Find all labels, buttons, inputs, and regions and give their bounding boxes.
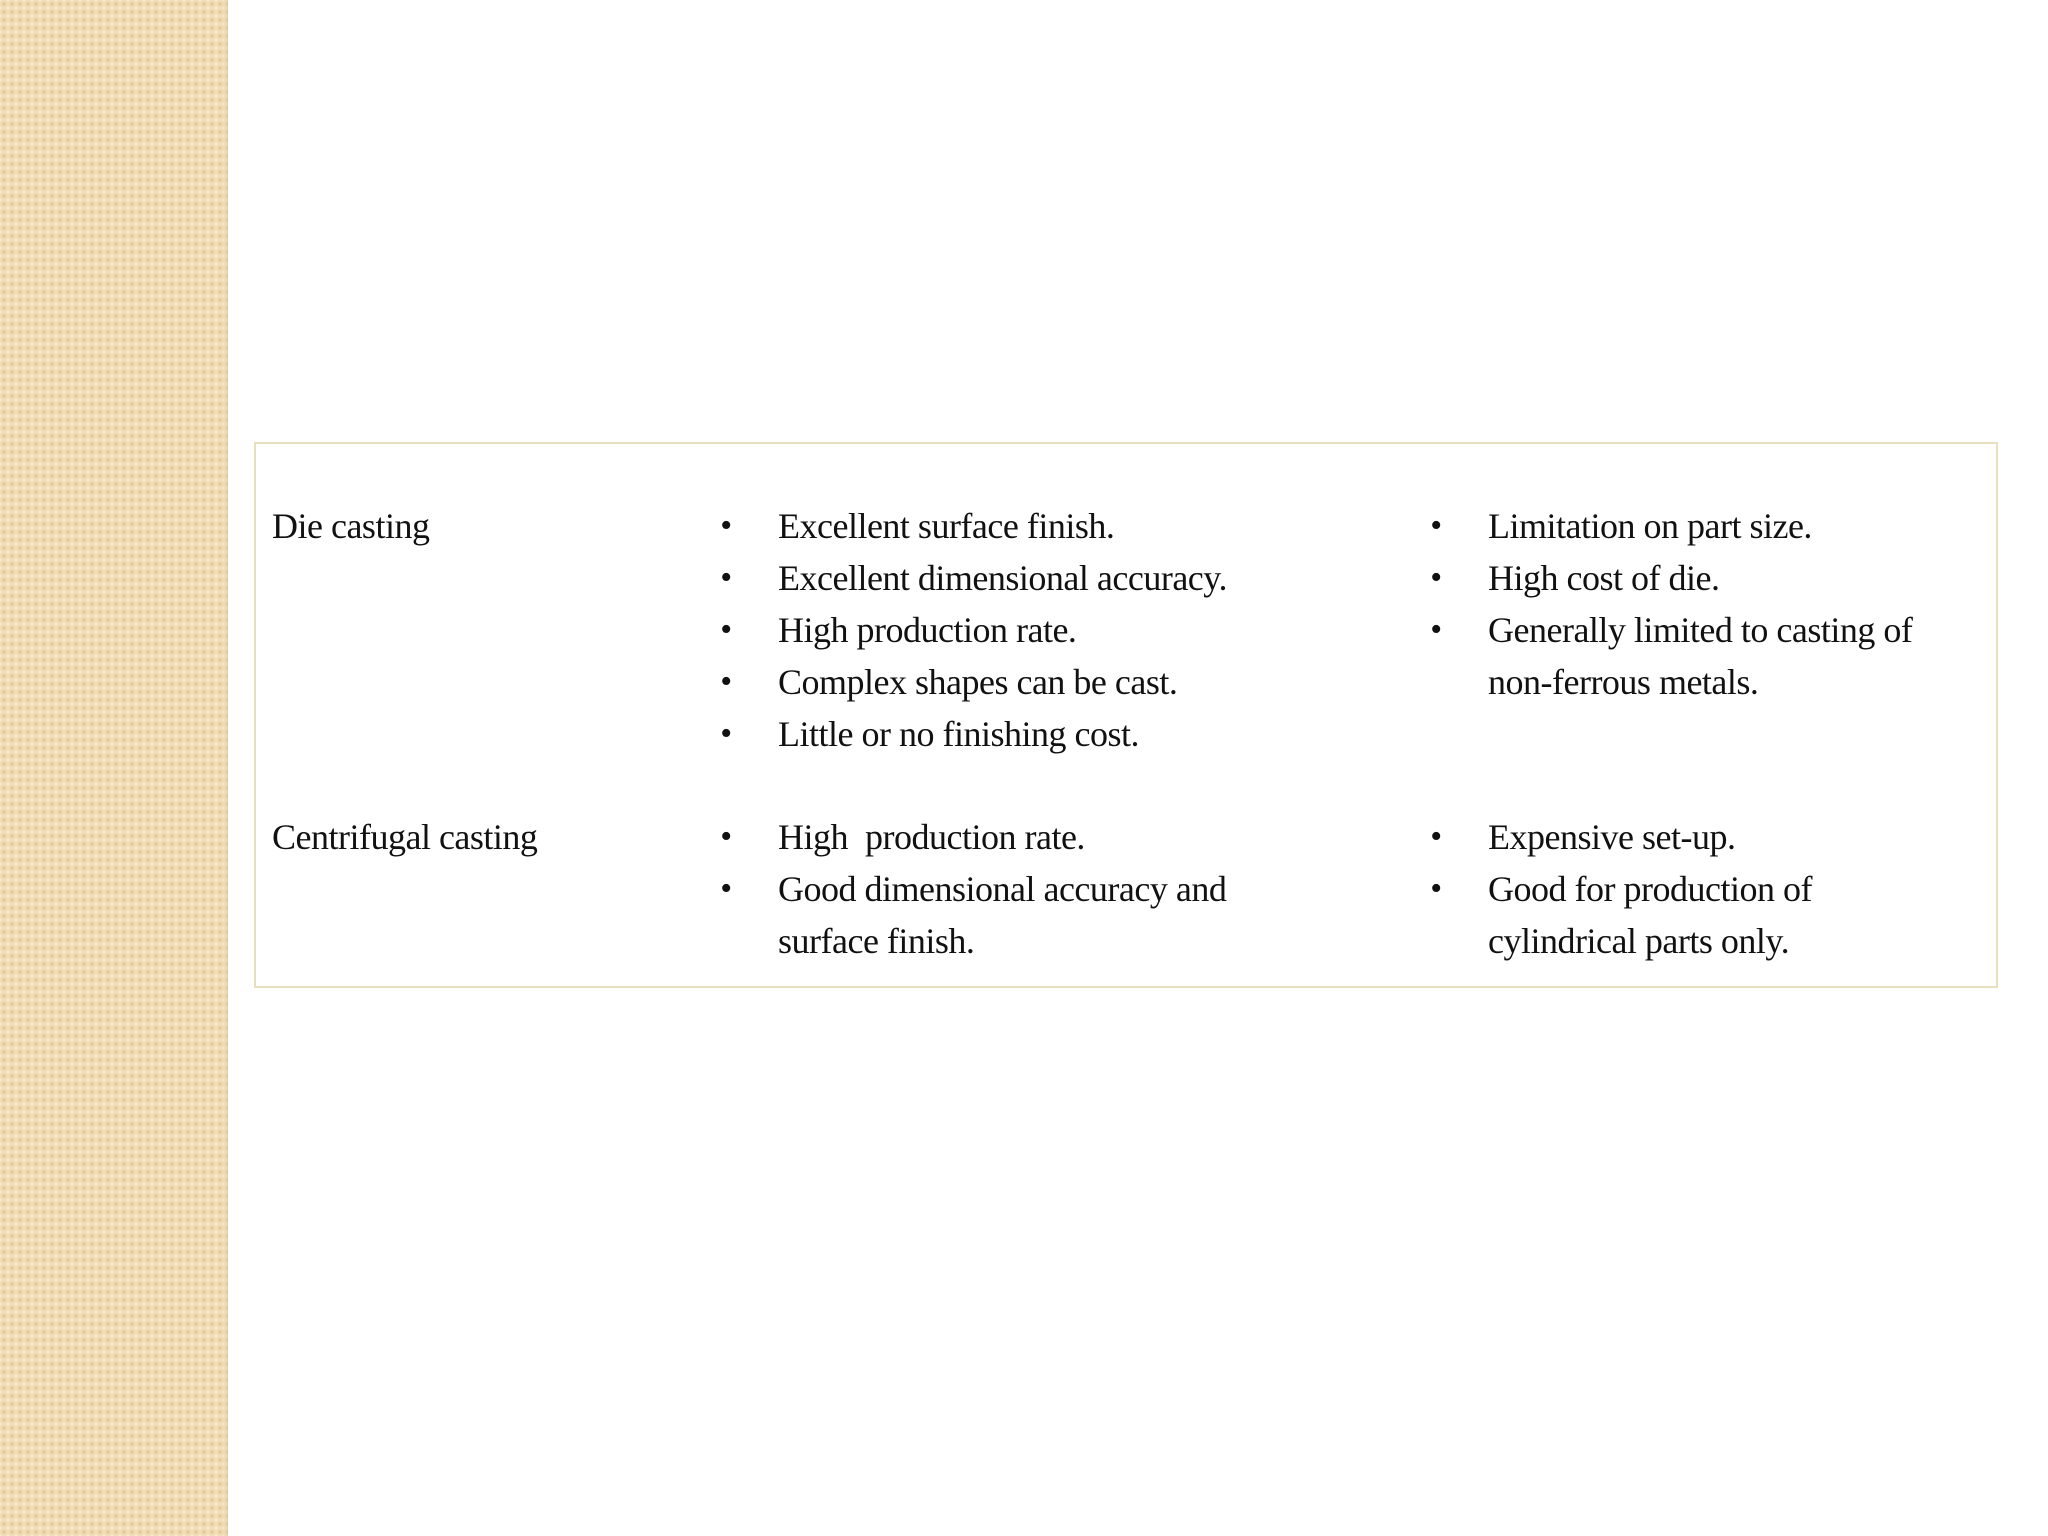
list-item: [1414, 604, 1974, 708]
bullet-icon: •: [1430, 818, 1442, 855]
advantage-text: Excellent surface finish.: [778, 506, 1115, 546]
advantage-text: High production rate.: [778, 610, 1077, 650]
casting-comparison-table: [254, 442, 1998, 988]
list-item: [704, 708, 1324, 760]
bullet-icon: •: [720, 663, 732, 700]
list-item: [704, 500, 1324, 552]
disadvantage-text: Expensive set-up.: [1488, 817, 1736, 857]
bullet-icon: •: [1430, 870, 1442, 907]
disadvantages-list: [1414, 500, 1974, 708]
advantages-list: [704, 500, 1324, 760]
list-item: [704, 656, 1324, 708]
list-item: [1414, 863, 1974, 967]
list-item: [1414, 552, 1974, 604]
decorative-side-band: [0, 0, 228, 1536]
disadvantages-list: [1414, 811, 1974, 967]
disadvantage-text: High cost of die.: [1488, 558, 1720, 598]
advantage-text: Complex shapes can be cast.: [778, 662, 1178, 702]
list-item: [1414, 500, 1974, 552]
advantages-list: [704, 811, 1324, 967]
bullet-icon: •: [1430, 507, 1442, 544]
bullet-icon: •: [720, 507, 732, 544]
bullet-icon: •: [720, 818, 732, 855]
advantage-text: Good dimensional accuracy and surface finish.: [778, 869, 1227, 961]
list-item: [704, 552, 1324, 604]
bullet-icon: •: [720, 559, 732, 596]
disadvantage-text: Limitation on part size.: [1488, 506, 1812, 546]
bullet-icon: •: [720, 715, 732, 752]
list-item: [704, 604, 1324, 656]
list-item: [704, 863, 1324, 967]
advantage-text: Little or no finishing cost.: [778, 714, 1139, 754]
bullet-icon: •: [720, 611, 732, 648]
bullet-icon: •: [1430, 611, 1442, 648]
bullet-icon: •: [1430, 559, 1442, 596]
list-item: [704, 811, 1324, 863]
method-name: Centrifugal casting: [272, 817, 538, 857]
disadvantage-text: Good for production of cylindrical parts only.: [1488, 869, 1812, 961]
method-name: Die casting: [272, 506, 430, 546]
list-item: [1414, 811, 1974, 863]
disadvantage-text: Generally limited to casting of non-ferrous metals.: [1488, 610, 1913, 702]
advantage-text: Excellent dimensional accuracy.: [778, 558, 1227, 598]
bullet-icon: •: [720, 870, 732, 907]
advantage-text: High production rate.: [778, 817, 1085, 857]
